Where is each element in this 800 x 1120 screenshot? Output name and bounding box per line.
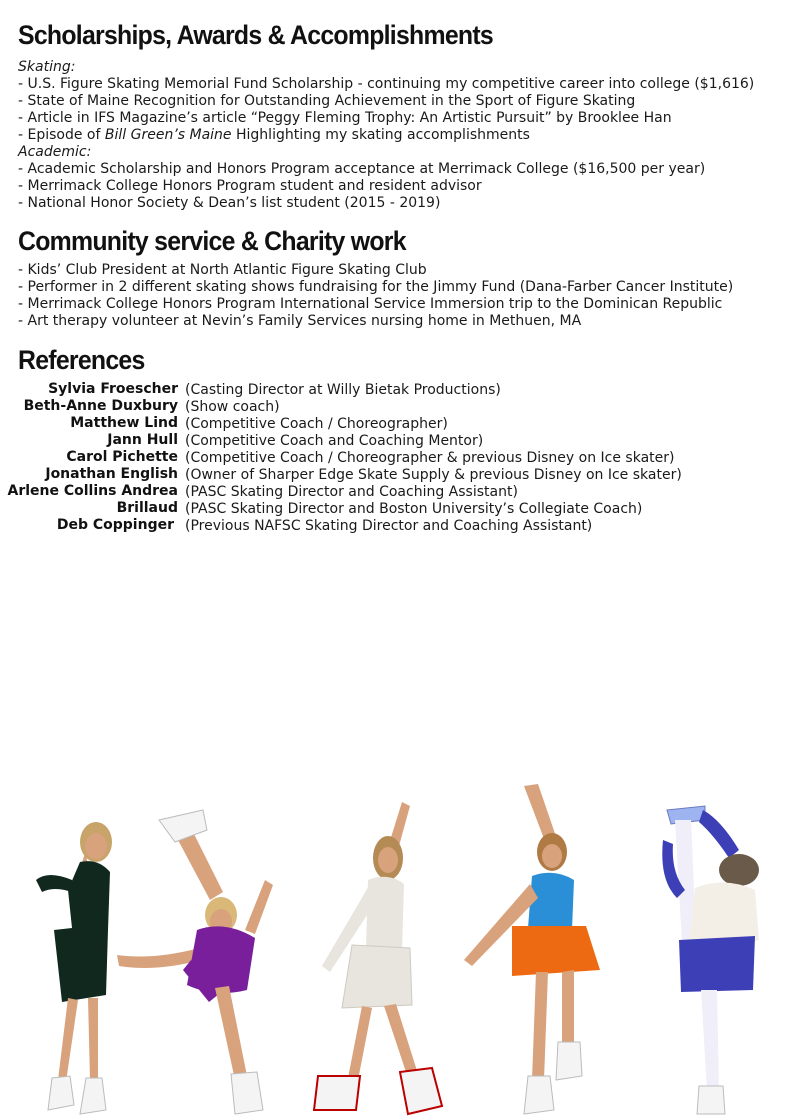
community-item: - Performer in 2 different skating shows fundraising for the Jimmy Fund (Dana-Farber Cancer Institute) [18,279,734,295]
reference-role: (Competitive Coach / Choreographer) [185,416,448,432]
skater-black-dress-photo [28,780,128,1120]
skater-blue-dress-photo [655,780,780,1120]
academic-item: - Merrimack College Honors Program student and resident advisor [18,178,482,194]
reference-role: (Casting Director at Willy Bietak Productions) [185,382,501,398]
skating-label: Skating: [18,59,76,75]
episode-suffix: Highlighting my skating accomplishments [231,127,530,143]
reference-name: Deb Coppinger [56,517,174,533]
reference-role: (PASC Skating Director and Boston University’s Collegiate Coach) [185,501,643,517]
community-item: - Merrimack College Honors Program International Service Immersion trip to the Dominican Republic [18,296,723,312]
reference-role: (Previous NAFSC Skating Director and Coaching Assistant) [185,518,593,534]
skater-white-dress-icon [314,802,442,1114]
skater-black-dress-icon [36,822,112,1114]
skater-white-dress-photo [312,780,452,1120]
reference-role: (Owner of Sharper Edge Skate Supply & previous Disney on Ice skater) [185,467,682,483]
reference-name: Brillaud [116,500,178,516]
skater-purple-dress-icon [117,810,273,1114]
skating-item-episode [18,127,530,144]
reference-name: Sylvia Froescher [48,381,178,397]
skater-purple-dress-photo [115,780,290,1120]
reference-name: Carol Pichette [66,449,178,465]
reference-name: Beth-Anne Duxbury [23,398,178,414]
references-heading: References [18,345,145,375]
skating-item: - Article in IFS Magazine’s article “Peggy Fleming Trophy: An Artistic Pursuit” by Brooklee Han [18,110,672,126]
reference-name: Matthew Lind [70,415,178,431]
episode-title: Bill Green’s Maine [104,127,232,143]
episode-prefix: - Episode of [18,127,105,143]
community-item: - Art therapy volunteer at Nevin’s Family Services nursing home in Methuen, MA [18,313,582,329]
community-item: - Kids’ Club President at North Atlantic Figure Skating Club [18,262,427,278]
skater-orange-dress-photo [462,780,612,1120]
community-heading: Community service & Charity work [18,226,406,256]
skating-item: - U.S. Figure Skating Memorial Fund Scholarship - continuing my competitive career into college ($1,616) [18,76,755,92]
reference-name: Jann Hull [107,432,178,448]
academic-item: - National Honor Society & Dean’s list student (2015 - 2019) [18,195,441,211]
skater-orange-dress-icon [464,784,600,1114]
reference-role: (Competitive Coach / Choreographer & previous Disney on Ice skater) [185,450,675,466]
reference-role: (PASC Skating Director and Coaching Assistant) [185,484,518,500]
reference-name: Jonathan English [45,466,178,482]
reference-role: (Competitive Coach and Coaching Mentor) [185,433,484,449]
academic-label: Academic: [18,144,92,160]
reference-role: (Show coach) [185,399,280,415]
skating-item: - State of Maine Recognition for Outstanding Achievement in the Sport of Figure Skating [18,93,636,109]
academic-item: - Academic Scholarship and Honors Program acceptance at Merrimack College ($16,500 per year) [18,161,706,177]
skater-blue-dress-icon [662,806,759,1114]
reference-name: Arlene Collins Andrea [7,483,178,499]
scholarships-heading: Scholarships, Awards & Accomplishments [18,20,493,50]
